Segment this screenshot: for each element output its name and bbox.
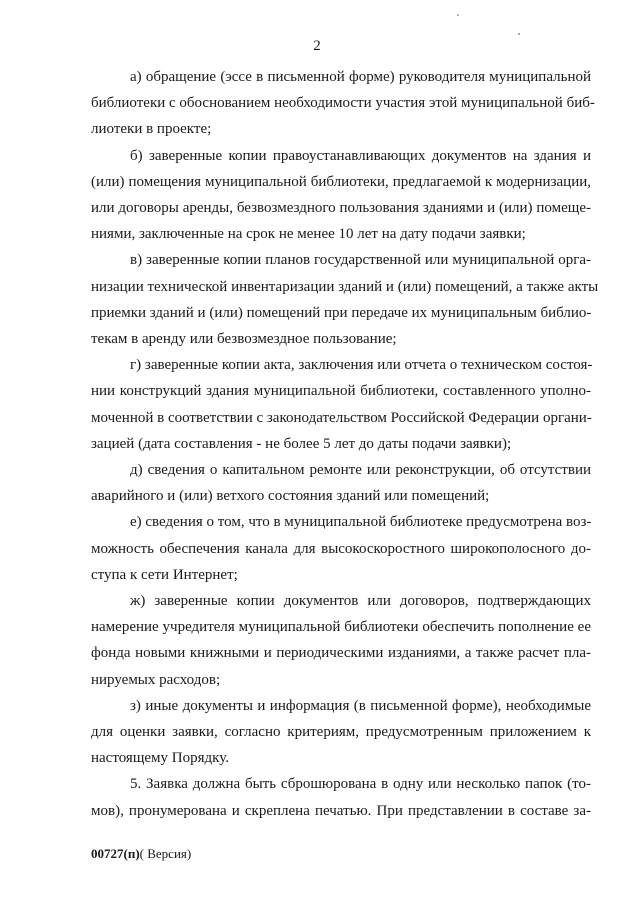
scan-speck (457, 14, 459, 16)
paragraph-line: для оценки заявки, согласно критериям, предусмотренным приложением к (91, 724, 591, 741)
paragraph-line: (или) помещения муниципальной библиотеки, предлагаемой к модернизации, (91, 173, 591, 190)
paragraph-line: зацией (дата составления - не более 5 лет до даты подачи заявки); (91, 435, 512, 452)
paragraph-line: нируемых расходов; (91, 671, 221, 688)
paragraph-line: ниями, заключенные на срок не менее 10 лет на дату подачи заявки; (91, 226, 526, 243)
paragraph-line: б) заверенные копии правоустанавливающих документов на здания и (130, 147, 591, 164)
paragraph (91, 509, 591, 588)
paragraph-line: нии конструкций здания муниципальной библиотеки, составленного уполно- (91, 383, 591, 400)
document-footer (91, 846, 191, 862)
paragraph-line: моченной в соответствии с законодательством Российской Федерации органи- (91, 409, 592, 426)
paragraph (91, 457, 591, 509)
paragraph-line: е) сведения о том, что в муниципальной библиотеке предусмотрена воз- (130, 514, 592, 531)
paragraph (91, 352, 591, 457)
page-number: 2 (313, 38, 321, 54)
paragraph-line: ж) заверенные копии документов или договоров, подтверждающих (130, 593, 591, 610)
paragraph-line: лиотеки в проекте; (91, 121, 212, 138)
paragraph (91, 247, 599, 352)
paragraph-line: можность обеспечения канала для высокоскоростного широкополосного до- (91, 540, 591, 557)
paragraph (91, 771, 591, 823)
paragraph-line: текам в аренду или безвозмездное пользование; (91, 331, 397, 348)
paragraph-line: настоящему Порядку. (91, 750, 229, 767)
paragraph-line: в) заверенные копии планов государственной или муниципальной орга- (130, 252, 591, 269)
paragraph-line: 5. Заявка должна быть сброшюрована в одну или несколько папок (то- (130, 776, 591, 793)
document-version: ( Версия) (139, 846, 192, 861)
paragraph-line: приемки зданий и (или) помещений при передаче их муниципальным библио- (91, 304, 592, 321)
document-code: 00727(п) (91, 846, 140, 861)
paragraph-line: ступа к сети Интернет; (91, 566, 238, 583)
paragraph-line: г) заверенные копии акта, заключения или отчета о техническом состоя- (130, 357, 593, 374)
paragraph-line: библиотеки с обоснованием необходимости участия этой муниципальной биб- (91, 95, 595, 112)
paragraph-line: мов), пронумерована и скреплена печатью. При представлении в составе за- (91, 802, 591, 819)
paragraph (91, 64, 595, 143)
paragraph-line: намерение учредителя муниципальной библиотеки обеспечить пополнение ее (91, 619, 591, 636)
paragraph-line: д) сведения о капитальном ремонте или реконструкции, об отсутствии (130, 462, 591, 479)
paragraph-line: низации технической инвентаризации зданий и (или) помещений, а также акты (91, 278, 599, 295)
paragraph (91, 588, 591, 693)
document-body (91, 64, 599, 824)
paragraph-line: фонда новыми книжными и периодическими изданиями, а также расчет пла- (91, 645, 591, 662)
paragraph-line: з) иные документы и информация (в письменной форме), необходимые (130, 697, 591, 714)
scan-speck (518, 33, 520, 35)
paragraph (91, 693, 591, 772)
paragraph-line: аварийного и (или) ветхого состояния зданий или помещений; (91, 488, 490, 505)
paragraph-line: или договоры аренды, безвозмездного пользования зданиями и (или) помеще- (91, 200, 591, 217)
paragraph-line: а) обращение (эссе в письменной форме) руководителя муниципальной (130, 69, 591, 85)
paragraph (91, 143, 591, 248)
